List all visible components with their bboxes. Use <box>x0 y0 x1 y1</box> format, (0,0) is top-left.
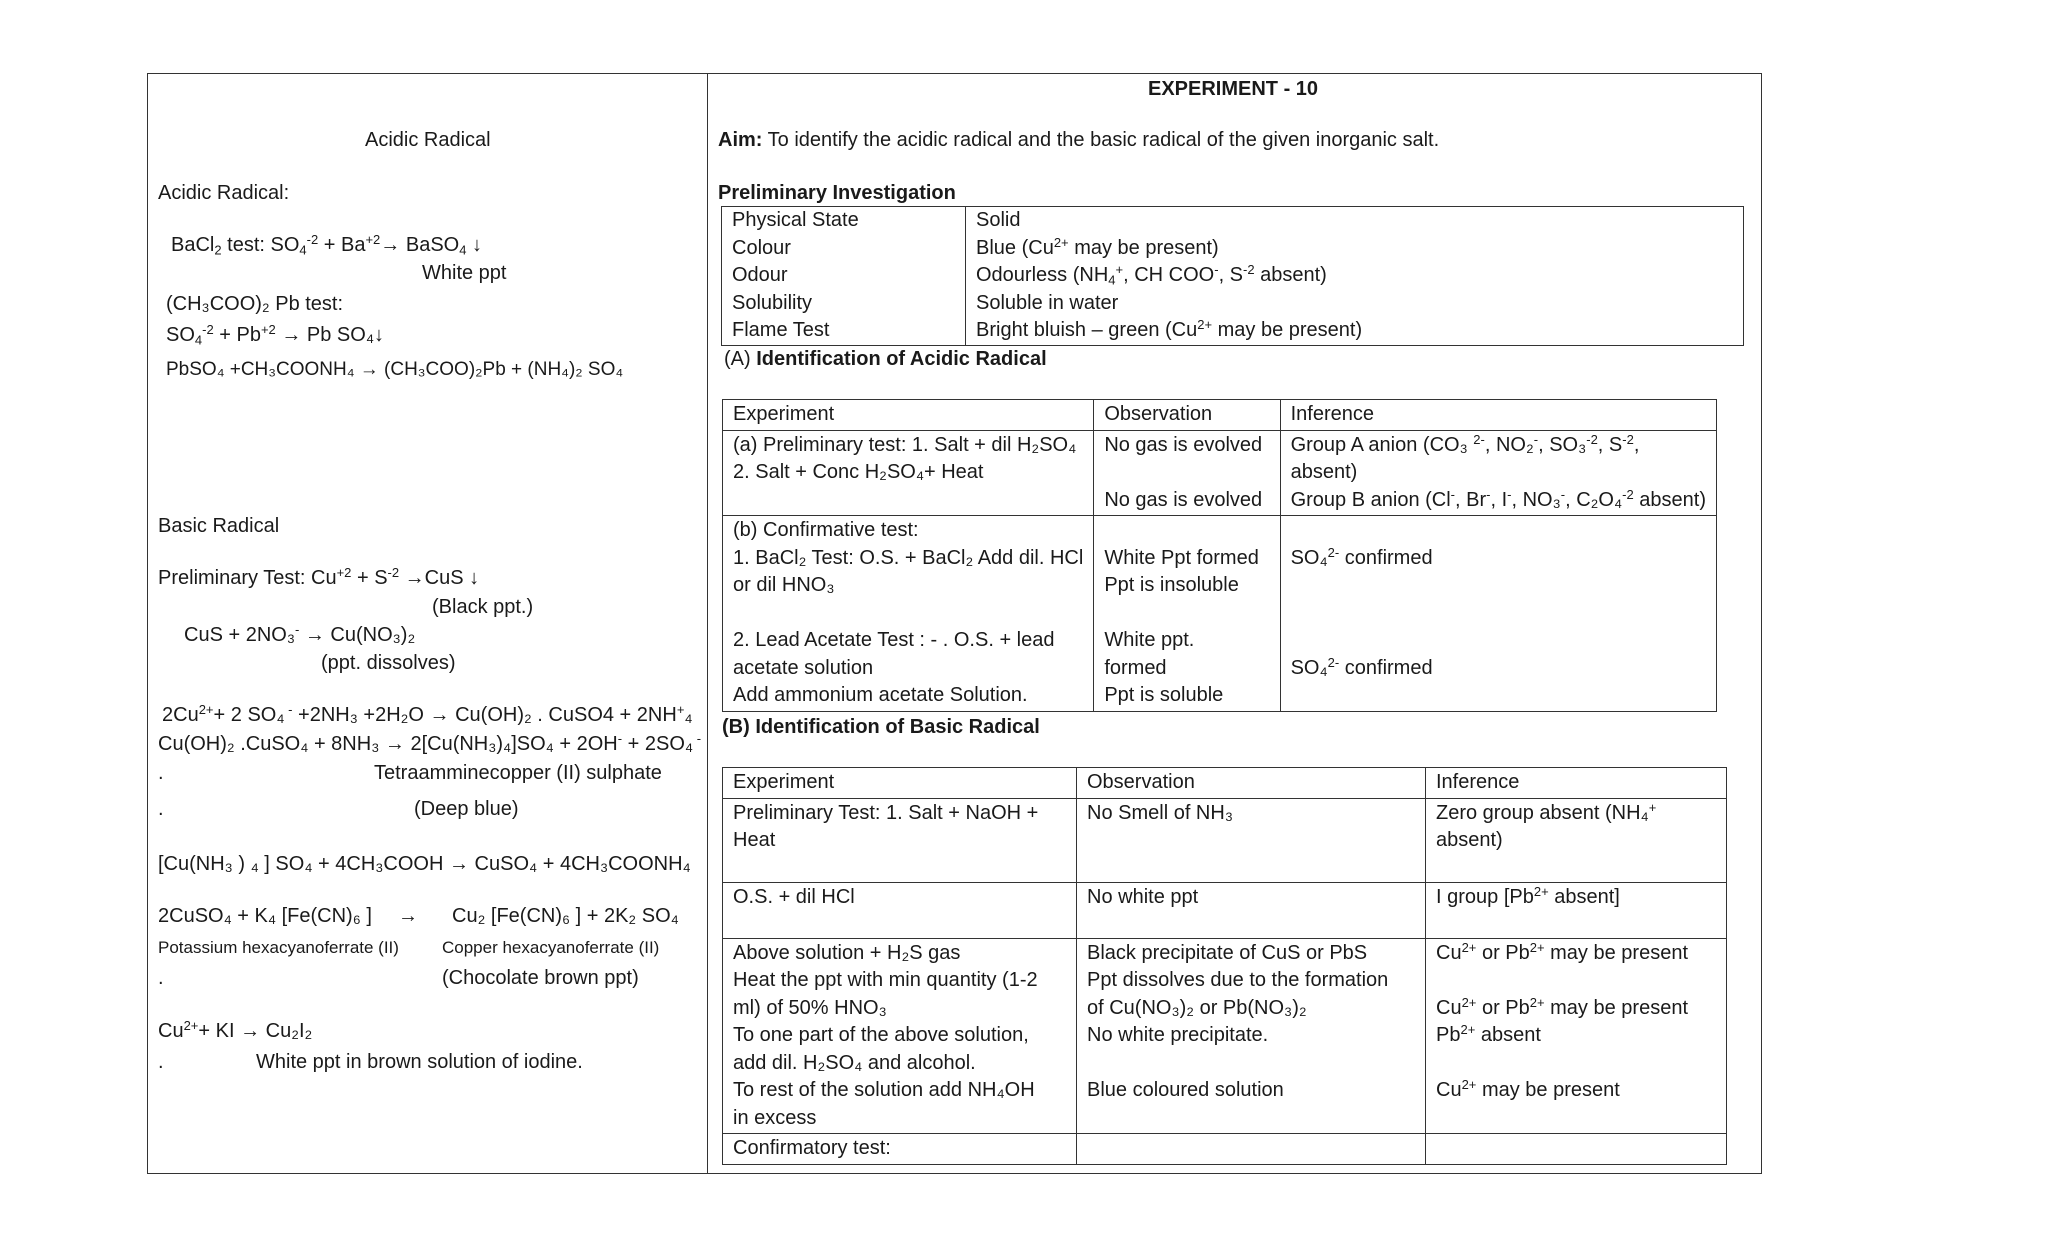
lead-equation-1: $SO_4^{-2} + Pb^{+2} \to Pb$ SO₄↓ <box>166 321 384 348</box>
prelim-heading: Preliminary Investigation <box>718 182 956 204</box>
dot-marker: . <box>158 967 164 989</box>
iodine-equation: $Cu^{2+}+$ KI → Cu₂I₂ <box>158 1017 313 1042</box>
cell-experiment: (a) Preliminary test: 1. Salt + dil H₂SO₄ 2. Salt + Conc H₂SO₄+ Heat <box>723 430 1094 516</box>
dot-marker: . <box>158 1051 164 1073</box>
table-row <box>723 798 1727 882</box>
table-row <box>723 400 1717 431</box>
cell-inference: Group A anion (CO₃ $^{2-}$, NO₂-, SO₃$^{-2}$, $S^{-2}$, absent) Group B anion (Cl-, Br-, I-, NO₃-, C₂O₄$^{-2}$ absent) <box>1280 430 1716 516</box>
acidic-label: Acidic Radical: <box>158 182 290 204</box>
prelim-values: Solid Blue ($Cu^{2+}$ may be present) Odourless ($NH_4^+$, CH COO-, $S^{-2}$ absent) Soluble in water Bright bluish – green ($Cu^{2+}$ may be present) <box>966 207 1744 345</box>
potassium-hex-label: Potassium hexacyanoferrate (II) <box>158 938 399 957</box>
dot-marker: . <box>158 762 164 784</box>
cell-experiment: Preliminary Test: 1. Salt + NaOH + Heat <box>723 798 1077 882</box>
table-row <box>723 768 1727 799</box>
basic-radical-label: Basic Radical <box>158 515 280 537</box>
white-ppt-iodine-note: White ppt in brown solution of iodine. <box>256 1051 583 1073</box>
cell-observation: No Smell of NH₃ <box>1077 798 1426 882</box>
prelim-table <box>722 207 1743 345</box>
cell-observation: No gas is evolved No gas is evolved <box>1094 430 1280 516</box>
lead-test-label: (CH₃COO)₂ Pb test: <box>166 293 344 315</box>
header-observation: Observation <box>1077 768 1426 799</box>
cell-experiment: (b) Confirmative test: 1. BaCl₂ Test: O.S. + BaCl₂ Add dil. HCl or dil HNO₃ 2. Lead Acetate Test : - . O.S. + lead acetate solution Add ammonium acetate Solution. <box>723 516 1094 712</box>
prelim-equation: Preliminary Test: $Cu^{+2} + S^{-2} \to CuS$ ↓ <box>158 564 480 589</box>
ppt-dissolves-note: (ppt. dissolves) <box>321 652 456 674</box>
ferrocyanide-equation-left: 2CuSO₄ + K₄ [Fe(CN)₆ ] <box>158 905 372 927</box>
chocolate-note: (Chocolate brown ppt) <box>442 967 639 989</box>
deep-blue-note: (Deep blue) <box>414 798 519 820</box>
dot-marker: . <box>158 798 164 820</box>
black-ppt-note: (Black ppt.) <box>432 596 534 618</box>
header-inference: Inference <box>1426 768 1727 799</box>
table-row <box>723 1134 1727 1165</box>
cell-inference: $Cu^{2+}$ or $Pb^{2+}$ may be present $Cu^{2+}$ or $Pb^{2+}$ may be present $Pb^{2+}$ absent $Cu^{2+}$ may be present <box>1426 938 1727 1134</box>
cell-observation: Black precipitate of CuS or PbS Ppt dissolves due to the formation of Cu(NO₃)₂ or Pb(NO₃)₂ No white precipitate. Blue coloured solution <box>1077 938 1426 1134</box>
cell-inference: I group [$Pb^{2+}$ absent] <box>1426 882 1727 938</box>
ferrocyanide-equation-right: Cu₂ [Fe(CN)₆ ] + 2K₂ SO₄ <box>452 905 679 927</box>
cell-experiment: Above solution + H₂S gas Heat the ppt with min quantity (1-2 ml) of 50% HNO₃ To one part of the above solution, add dil. H₂SO₄ and alcohol. To rest of the solution add NH₄OH in excess <box>723 938 1077 1134</box>
cell-observation <box>1077 1134 1426 1165</box>
cell-inference <box>1426 1134 1727 1165</box>
header-experiment: Experiment <box>723 768 1077 799</box>
cell-inference: SO₄$^{2-}$ confirmed SO₄$^{2-}$ confirmed <box>1280 516 1716 712</box>
column-divider <box>707 73 708 1174</box>
tetraammine-note: Tetraamminecopper (II) sulphate <box>374 762 662 784</box>
cell-experiment: O.S. + dil HCl <box>723 882 1077 938</box>
cell-inference: Zero group absent (NH₄+ absent) <box>1426 798 1727 882</box>
cus-equation: CuS + 2NO₃- → Cu(NO₃)₂ <box>184 621 416 646</box>
table-row <box>723 430 1717 516</box>
experiment-title: EXPERIMENT - 10 <box>1148 78 1319 100</box>
acidic-heading: Acidic Radical <box>365 129 491 151</box>
aim-label: Aim: <box>718 129 763 151</box>
copper-equation-a: $2Cu^{2+}+ 2$ SO₄ - +2NH₃ +2H₂O → Cu(OH)₂ . CuSO4 + 2NH+₄ <box>162 701 693 726</box>
lead-equation-2: PbSO₄ +CH₃COONH₄ → (CH₃COO)₂Pb + (NH₄)₂ SO₄ <box>166 359 624 380</box>
arrow-down-icon: ↓ <box>374 324 384 346</box>
white-ppt-note: White ppt <box>422 262 507 284</box>
table-row <box>723 882 1727 938</box>
header-observation: Observation <box>1094 400 1280 431</box>
ferrocyanide-arrow: → <box>398 905 418 927</box>
arrow-down-icon: ↓ <box>469 567 480 589</box>
prelim-labels: Physical State Colour Odour Solubility Flame Test <box>732 209 859 341</box>
aim-text: To identify the acidic radical and the basic radical of the given inorganic salt. <box>767 129 1440 151</box>
table-row <box>723 938 1727 1134</box>
header-inference: Inference <box>1280 400 1716 431</box>
aim-line <box>718 127 1439 154</box>
copper-equation-c: [Cu(NH₃ ) ₄ ] SO₄ + 4CH₃COOH → CuSO₄ + 4CH₃COONH₄ <box>158 853 691 875</box>
cell-observation: No white ppt <box>1077 882 1426 938</box>
basic-table-heading: (B) Identification of Basic Radical <box>722 716 1040 738</box>
bacl2-equation: BaCl$_2$ test: $SO_4^{-2} + Ba^{+2}\to$ BaSO$_4$ ↓ <box>171 231 483 258</box>
table-row <box>723 516 1717 712</box>
header-experiment: Experiment <box>723 400 1094 431</box>
copper-equation-b: Cu(OH)₂ .CuSO₄ + 8NH₃ → 2[Cu(NH₃)₄]SO₄ + 2OH- + 2SO₄ - <box>158 730 702 755</box>
acidic-table <box>722 399 1717 712</box>
cell-observation: White Ppt formed Ppt is insoluble White ppt. formed Ppt is soluble <box>1094 516 1280 712</box>
copper-hex-label: Copper hexacyanoferrate (II) <box>442 938 660 957</box>
acidic-table-heading: (A) Identification of Acidic Radical <box>724 348 1047 370</box>
arrow-down-icon: ↓ <box>472 234 483 256</box>
basic-table <box>722 767 1727 1165</box>
cell-experiment: Confirmatory test: <box>723 1134 1077 1165</box>
table-row <box>722 207 1743 345</box>
